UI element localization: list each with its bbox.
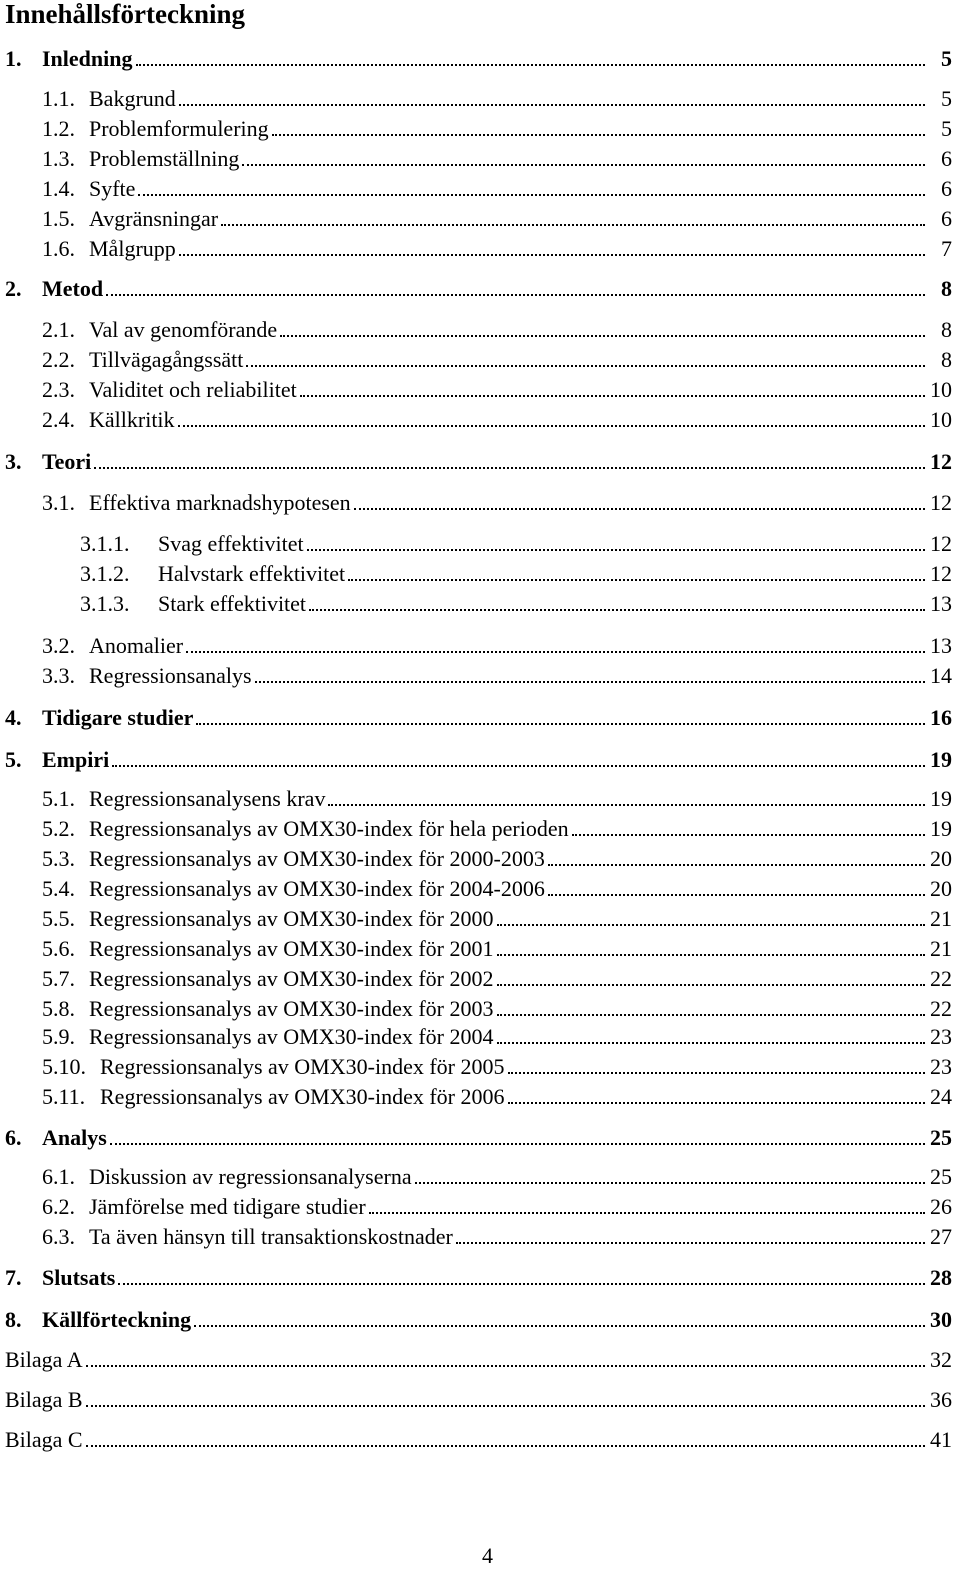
toc-entry-page: 32: [930, 1347, 952, 1372]
toc-entry-number: 2.4.: [42, 407, 75, 432]
toc-entry[interactable]: [42, 1220, 952, 1250]
toc-entry-page: 22: [930, 996, 952, 1021]
toc-entry-title: Regressionsanalys av OMX30-index för 2000-2003: [89, 846, 545, 871]
toc-entry-number: 3.1.: [42, 490, 75, 515]
toc-dot-leader: [86, 1365, 925, 1367]
toc-entry-number: 5.9.: [42, 1024, 75, 1049]
toc-entry-title: Källförteckning: [42, 1307, 192, 1332]
toc-entry-number: 5.5.: [42, 906, 75, 931]
toc-dot-leader: [112, 765, 925, 767]
toc-entry[interactable]: [42, 1080, 952, 1110]
toc-entry-number: 5.3.: [42, 846, 75, 871]
toc-dot-leader: [508, 1102, 926, 1104]
toc-entry-title: Tidigare studier: [42, 705, 194, 730]
toc-entry[interactable]: [42, 1160, 952, 1190]
toc-entry-number: 1.2.: [42, 116, 75, 141]
toc-dot-leader: [497, 1042, 926, 1044]
toc-entry-title: Metod: [42, 276, 104, 301]
toc-entry[interactable]: [5, 1261, 952, 1291]
toc-dot-leader: [354, 508, 925, 510]
toc-entry-number: 2.1.: [42, 317, 75, 342]
toc-entry[interactable]: [80, 527, 952, 557]
toc-entry-title: Regressionsanalys av OMX30-index för 2000: [89, 906, 494, 931]
toc-entry-page: 5: [941, 116, 952, 141]
toc-dot-leader: [300, 395, 925, 397]
toc-entry-title: Målgrupp: [89, 236, 176, 261]
toc-dot-leader: [179, 254, 925, 256]
toc-entry[interactable]: [5, 445, 952, 475]
toc-entry-title: Syfte: [89, 176, 136, 201]
toc-entry-title: Anomalier: [89, 633, 184, 658]
toc-entry-title: Inledning: [42, 46, 133, 71]
toc-entry[interactable]: [42, 313, 952, 343]
toc-entry-title: Teori: [42, 449, 92, 474]
toc-entry-number: 1.: [5, 46, 22, 71]
toc-entry-page: 21: [930, 906, 952, 931]
toc-dot-leader: [118, 1283, 925, 1285]
toc-entry-number: 3.2.: [42, 633, 75, 658]
toc-entry-title: Regressionsanalys: [89, 663, 252, 688]
toc-entry-title: Problemformulering: [89, 116, 269, 141]
toc-entry-page: 20: [930, 876, 952, 901]
toc-entry-number: 6.1.: [42, 1164, 75, 1189]
toc-entry-page: 6: [941, 146, 952, 171]
toc-entry-title: Slutsats: [42, 1265, 116, 1290]
toc-dot-leader: [307, 549, 925, 551]
toc-entry-number: 7.: [5, 1265, 22, 1290]
toc-entry-number: 5.11.: [42, 1084, 86, 1109]
toc-entry-number: 5.6.: [42, 936, 75, 961]
toc-entry-number: 2.3.: [42, 377, 75, 402]
toc-entry-title: Avgränsningar: [89, 206, 219, 231]
toc-entry-page: 20: [930, 846, 952, 871]
toc-entry-page: 28: [930, 1265, 952, 1290]
toc-entry-title: Regressionsanalys av OMX30-index för 2006: [100, 1084, 505, 1109]
toc-entry[interactable]: [42, 142, 952, 172]
toc-entry-page: 10: [930, 407, 952, 432]
toc-entry-page: 23: [930, 1054, 952, 1079]
toc-entry[interactable]: [42, 1020, 952, 1050]
toc-entry-number: 5.: [5, 747, 22, 772]
toc-entry-number: 1.3.: [42, 146, 75, 171]
toc-entry[interactable]: [42, 782, 952, 812]
toc-entry-page: 16: [930, 705, 952, 730]
toc-entry[interactable]: [42, 486, 952, 516]
toc-entry-title: Regressionsanalys av OMX30-index för 2004: [89, 1024, 494, 1049]
toc-dot-leader: [497, 984, 926, 986]
toc-entry[interactable]: [42, 172, 952, 202]
toc-entry-page: 13: [930, 591, 952, 616]
toc-entry[interactable]: [80, 557, 952, 587]
toc-entry-page: 6: [941, 206, 952, 231]
toc-entry-title: Bilaga A: [5, 1347, 83, 1372]
toc-dot-leader: [110, 1143, 925, 1145]
toc-entry[interactable]: [42, 659, 952, 689]
toc-entry-number: 1.5.: [42, 206, 75, 231]
toc-dot-leader: [508, 1072, 926, 1074]
toc-entry-page: 14: [930, 663, 952, 688]
toc-dot-leader: [280, 335, 925, 337]
toc-entry-page: 5: [941, 46, 952, 71]
toc-entry-page: 26: [930, 1194, 952, 1219]
toc-entry-number: 1.1.: [42, 86, 75, 111]
toc-entry-number: 3.1.3.: [80, 591, 130, 616]
toc-dot-leader: [86, 1405, 925, 1407]
toc-entry-title: Bakgrund: [89, 86, 176, 111]
toc-entry-number: 5.1.: [42, 786, 75, 811]
toc-entry-title: Jämförelse med tidigare studier: [89, 1194, 366, 1219]
toc-entry[interactable]: [42, 932, 952, 962]
toc-entry-page: 13: [930, 633, 952, 658]
toc-entry[interactable]: [42, 992, 952, 1022]
toc-entry[interactable]: [5, 1423, 952, 1453]
toc-entry-title: Regressionsanalys av OMX30-index för 2005: [100, 1054, 505, 1079]
toc-dot-leader: [369, 1212, 925, 1214]
toc-entry[interactable]: [42, 232, 952, 262]
toc-entry-number: 2.2.: [42, 347, 75, 372]
toc-entry-title: Diskussion av regressionsanalyserna: [89, 1164, 412, 1189]
toc-entry-title: Regressionsanalys av OMX30-index för 2003: [89, 996, 494, 1021]
toc-dot-leader: [348, 579, 925, 581]
toc-dot-leader: [548, 864, 925, 866]
toc-dot-leader: [246, 365, 925, 367]
toc-entry-page: 36: [930, 1387, 952, 1412]
toc-entry[interactable]: [5, 701, 952, 731]
toc-entry-number: 5.7.: [42, 966, 75, 991]
toc-entry[interactable]: [42, 403, 952, 433]
toc-dot-leader: [86, 1445, 925, 1447]
toc-entry-page: 19: [930, 786, 952, 811]
toc-entry-title: Regressionsanalys av OMX30-index för 2002: [89, 966, 494, 991]
toc-entry-title: Analys: [42, 1125, 107, 1150]
toc-entry-title: Empiri: [42, 747, 110, 772]
toc-entry-page: 22: [930, 966, 952, 991]
toc-entry-title: Regressionsanalysens krav: [89, 786, 326, 811]
toc-entry-title: Halvstark effektivitet: [158, 561, 346, 586]
toc-dot-leader: [194, 1325, 925, 1327]
toc-entry[interactable]: [42, 343, 952, 373]
toc-entry-title: Bilaga B: [5, 1387, 83, 1412]
toc-entry-page: 6: [941, 176, 952, 201]
toc-entry-page: 24: [930, 1084, 952, 1109]
toc-entry-page: 8: [941, 347, 952, 372]
toc-entry-page: 30: [930, 1307, 952, 1332]
toc-entry-title: Källkritik: [89, 407, 175, 432]
toc-entry[interactable]: [42, 112, 952, 142]
toc-entry-title: Effektiva marknadshypotesen: [89, 490, 351, 515]
toc-entry[interactable]: [5, 42, 952, 72]
toc-entry-page: 12: [930, 449, 952, 474]
toc-entry-page: 25: [930, 1164, 952, 1189]
toc-entry[interactable]: [42, 629, 952, 659]
toc-dot-leader: [497, 1014, 926, 1016]
toc-entry-title: Regressionsanalys av OMX30-index för 2001: [89, 936, 494, 961]
toc-entry[interactable]: [42, 1190, 952, 1220]
toc-entry-number: 5.8.: [42, 996, 75, 1021]
toc-entry[interactable]: [5, 272, 952, 302]
toc-entry[interactable]: [5, 1343, 952, 1373]
toc-dot-leader: [255, 681, 925, 683]
toc-entry-page: 25: [930, 1125, 952, 1150]
toc-entry-number: 4.: [5, 705, 22, 730]
toc-entry-page: 19: [930, 747, 952, 772]
toc-entry-number: 8.: [5, 1307, 22, 1332]
toc-entry-number: 3.1.2.: [80, 561, 130, 586]
toc-dot-leader: [272, 134, 925, 136]
toc-entry-number: 5.2.: [42, 816, 75, 841]
toc-entry[interactable]: [42, 962, 952, 992]
toc-entry-number: 3.1.1.: [80, 531, 130, 556]
toc-entry-title: Validitet och reliabilitet: [89, 377, 297, 402]
toc-dot-leader: [186, 651, 925, 653]
toc-entry-page: 8: [941, 317, 952, 342]
toc-dot-leader: [179, 104, 925, 106]
toc-entry[interactable]: [42, 202, 952, 232]
toc-entry-page: 12: [930, 531, 952, 556]
toc-entry-page: 5: [941, 86, 952, 111]
toc-entry[interactable]: [42, 82, 952, 112]
toc-entry-title: Regressionsanalys av OMX30-index för 2004-2006: [89, 876, 545, 901]
toc-entry-page: 27: [930, 1224, 952, 1249]
toc-entry-number: 1.4.: [42, 176, 75, 201]
toc-entry[interactable]: [42, 1050, 952, 1080]
toc-entry[interactable]: [5, 1303, 952, 1333]
toc-dot-leader: [242, 164, 925, 166]
toc-dot-leader: [106, 294, 925, 296]
toc-entry[interactable]: [42, 373, 952, 403]
toc-entry-page: 19: [930, 816, 952, 841]
toc-entry-title: Bilaga C: [5, 1427, 83, 1452]
toc-entry-number: 2.: [5, 276, 22, 301]
toc-entry[interactable]: [42, 902, 952, 932]
toc-entry-page: 12: [930, 561, 952, 586]
toc-dot-leader: [136, 64, 926, 66]
toc-entry-title: Svag effektivitet: [158, 531, 304, 556]
toc-entry-title: Problemställning: [89, 146, 240, 171]
toc-dot-leader: [138, 194, 925, 196]
toc-entry-number: 5.4.: [42, 876, 75, 901]
toc-dot-leader: [497, 954, 926, 956]
toc-entry-page: 12: [930, 490, 952, 515]
toc-entry-number: 3.: [5, 449, 22, 474]
toc-heading: Innehållsförteckning: [5, 0, 246, 29]
toc-entry-page: 41: [930, 1427, 952, 1452]
toc-dot-leader: [456, 1242, 925, 1244]
toc-entry-title: Regressionsanalys av OMX30-index för hela perioden: [89, 816, 569, 841]
toc-entry[interactable]: [5, 743, 952, 773]
toc-dot-leader: [415, 1182, 925, 1184]
toc-entry-page: 23: [930, 1024, 952, 1049]
toc-entry-page: 7: [941, 236, 952, 261]
toc-entry-title: Tillvägagångssätt: [89, 347, 244, 372]
toc-dot-leader: [572, 834, 925, 836]
toc-dot-leader: [309, 609, 925, 611]
toc-entry-title: Val av genomförande: [89, 317, 278, 342]
toc-entry-number: 6.3.: [42, 1224, 75, 1249]
toc-dot-leader: [221, 224, 925, 226]
toc-entry[interactable]: [42, 872, 952, 902]
toc-entry[interactable]: [42, 812, 952, 842]
toc-entry-page: 8: [941, 276, 952, 301]
toc-entry-page: 10: [930, 377, 952, 402]
page-number: 4: [482, 1543, 493, 1568]
toc-dot-leader: [328, 804, 925, 806]
toc-dot-leader: [548, 894, 925, 896]
toc-entry[interactable]: [5, 1121, 952, 1151]
toc-dot-leader: [497, 924, 926, 926]
toc-entry-number: 6.2.: [42, 1194, 75, 1219]
toc-entry[interactable]: [5, 1383, 952, 1413]
toc-entry-title: Stark effektivitet: [158, 591, 307, 616]
toc-entry-number: 5.10.: [42, 1054, 86, 1079]
toc-dot-leader: [196, 723, 925, 725]
toc-entry-page: 21: [930, 936, 952, 961]
toc-entry[interactable]: [42, 842, 952, 872]
toc-entry-number: 1.6.: [42, 236, 75, 261]
toc-entry-number: 6.: [5, 1125, 22, 1150]
toc-dot-leader: [178, 425, 925, 427]
toc-entry-number: 3.3.: [42, 663, 75, 688]
toc-entry[interactable]: [80, 587, 952, 617]
toc-dot-leader: [94, 467, 925, 469]
toc-entry-title: Ta även hänsyn till transaktionskostnader: [89, 1224, 453, 1249]
